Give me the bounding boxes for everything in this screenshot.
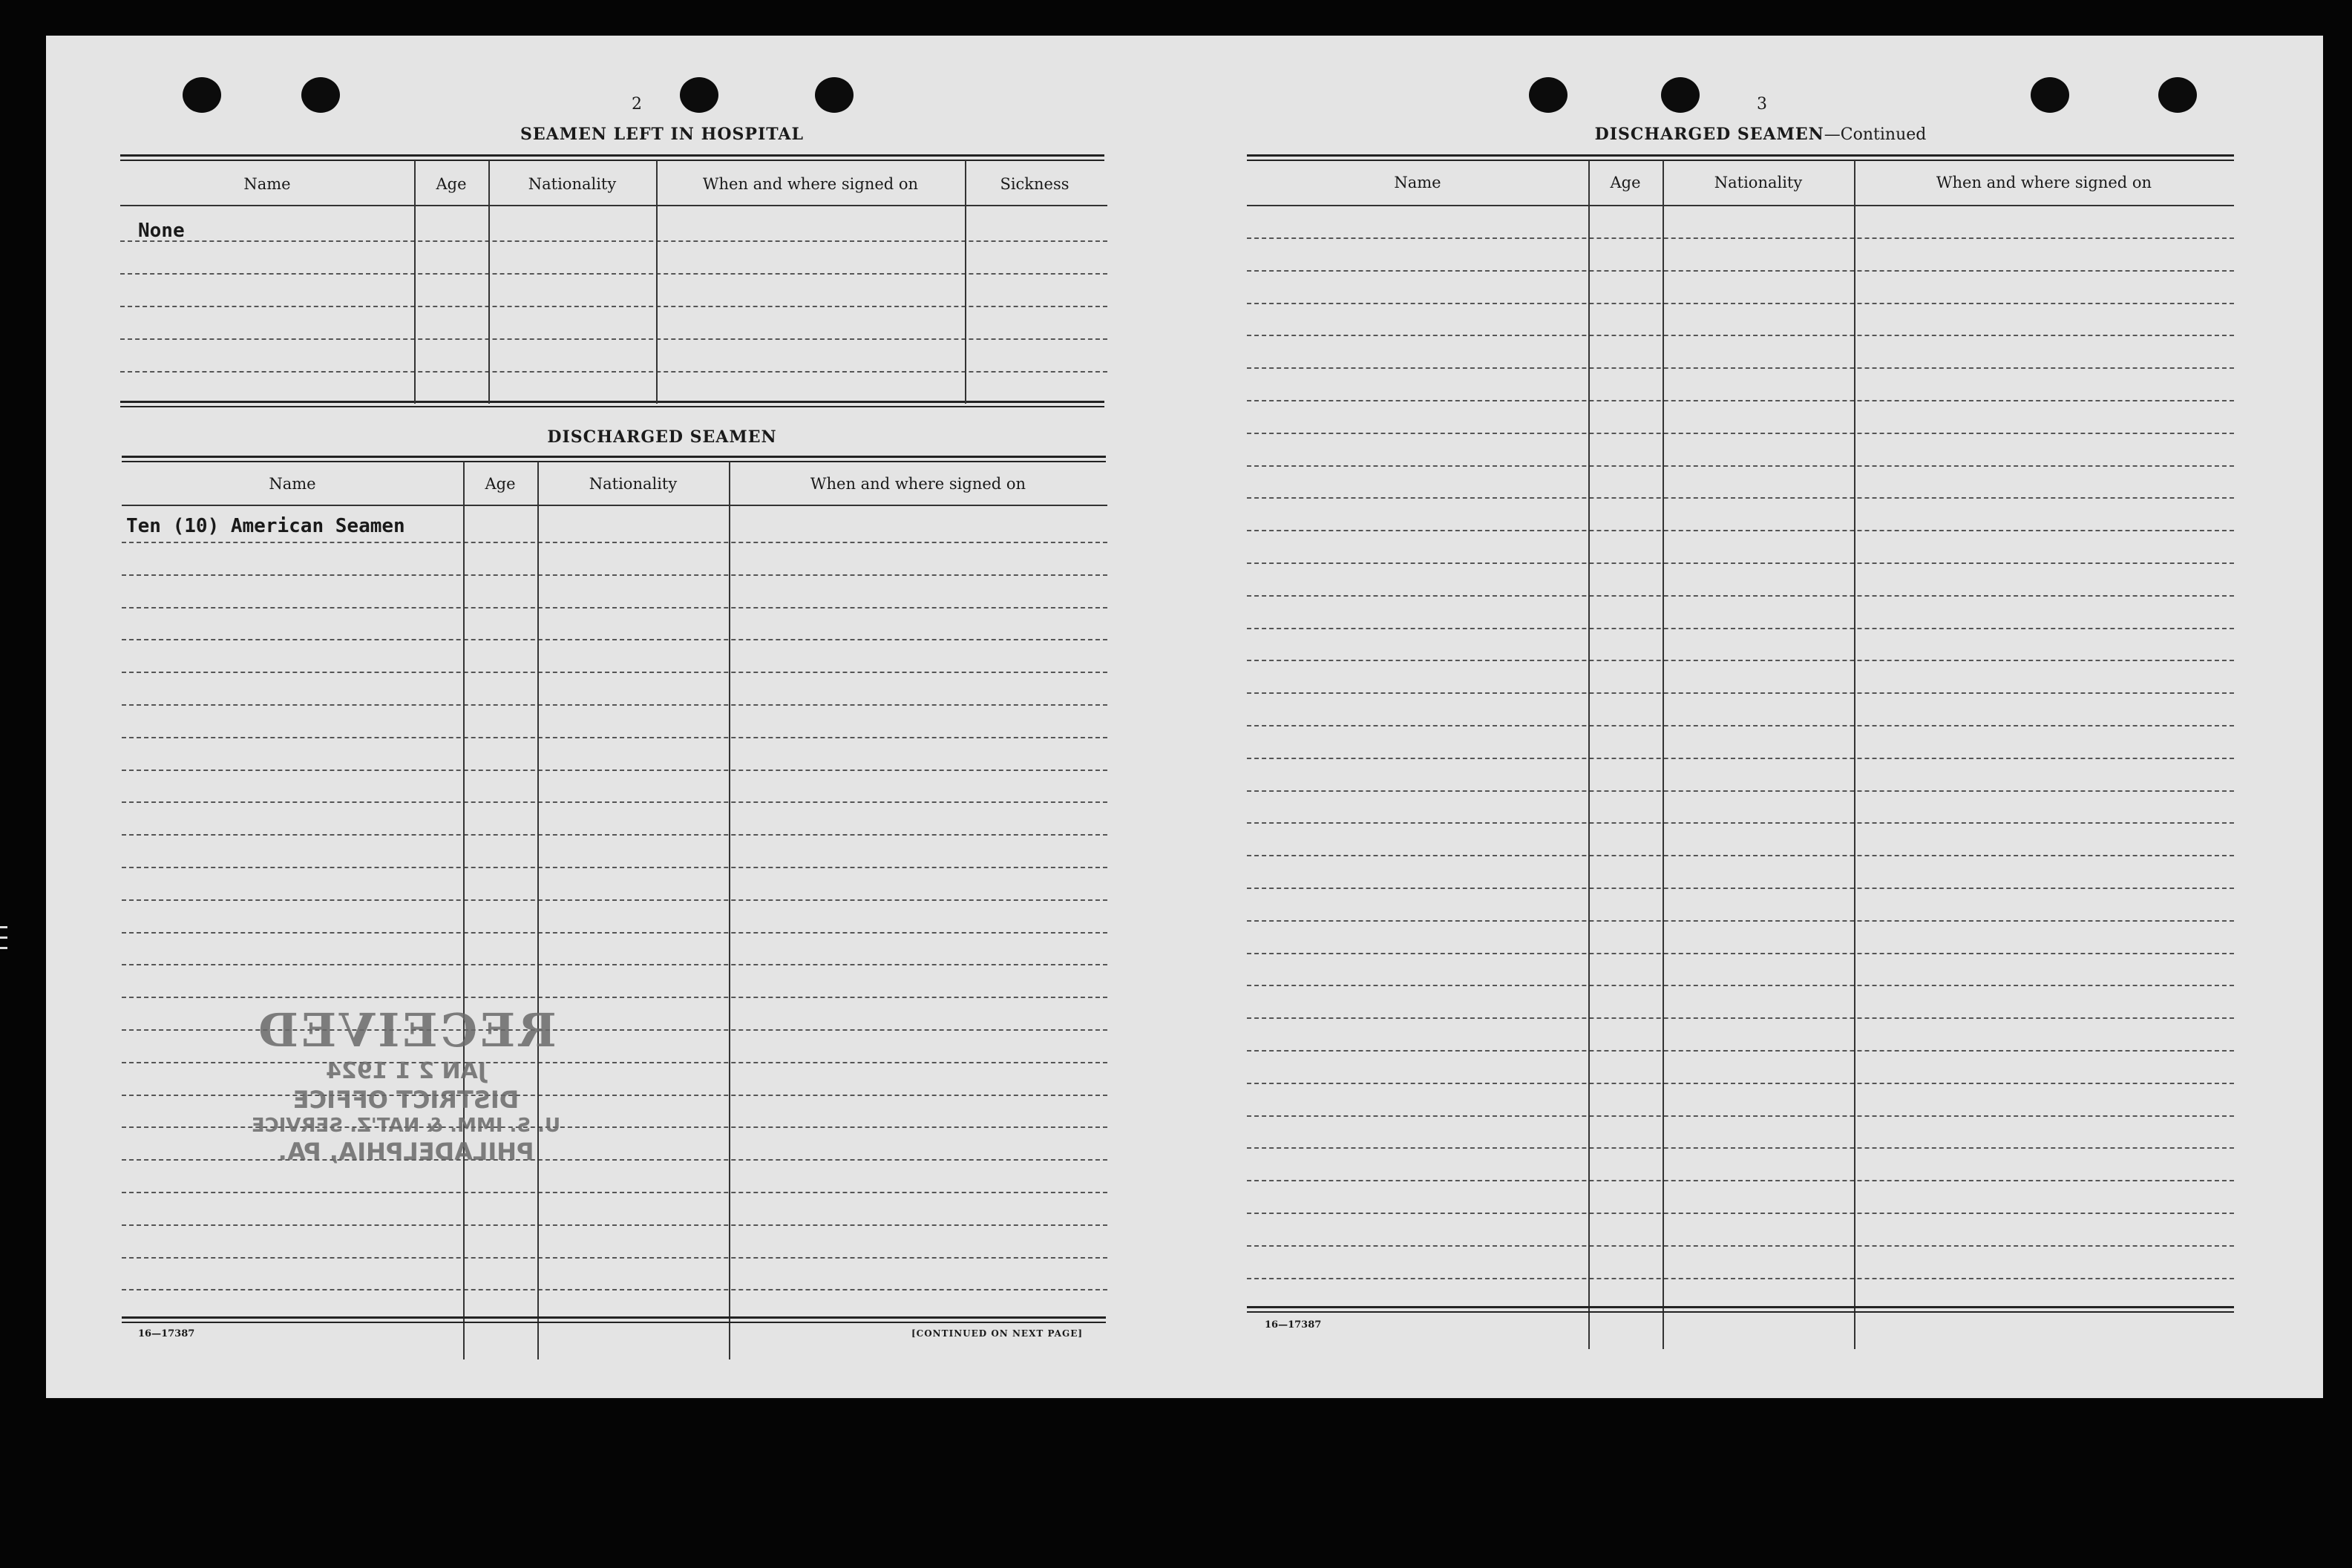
row-rule — [1247, 822, 2234, 824]
table-bottom-rule — [1247, 1306, 2234, 1313]
row-rule — [1247, 1050, 2234, 1052]
row-rule — [122, 899, 1107, 901]
row-rule — [122, 834, 1107, 836]
col-header-nationality: Nationality — [528, 175, 617, 193]
row-rule — [122, 672, 1107, 673]
row-rule — [120, 273, 1107, 275]
col-divider — [729, 462, 730, 1359]
row-rule — [1247, 1245, 2234, 1247]
col-divider — [656, 160, 658, 404]
row-rule — [122, 1289, 1107, 1290]
row-rule — [122, 1224, 1107, 1226]
stamp-line: DISTRICT OFFICE — [292, 1086, 520, 1114]
col-divider — [965, 160, 966, 404]
col-header-age: Age — [485, 475, 516, 493]
header-rule — [120, 205, 1107, 206]
row-rule — [122, 770, 1107, 771]
row-rule — [1247, 465, 2234, 467]
col-header-age: Age — [436, 175, 467, 193]
row-rule — [1247, 562, 2234, 564]
col-divider — [537, 462, 539, 1359]
row-rule — [122, 932, 1107, 934]
row-rule — [122, 574, 1107, 576]
row-rule — [1247, 855, 2234, 856]
row-rule — [1247, 303, 2234, 304]
row-rule — [1247, 920, 2234, 922]
row-rule — [1247, 953, 2234, 954]
col-divider — [1588, 160, 1590, 1349]
table-bottom-rule — [120, 401, 1104, 407]
row-rule — [122, 607, 1107, 608]
col-header-name: Name — [1394, 174, 1441, 191]
row-rule — [1247, 725, 2234, 726]
header-rule — [122, 505, 1107, 506]
col-header-sickness: Sickness — [1000, 175, 1069, 193]
discharged-entry-name: Ten (10) American Seamen — [126, 515, 405, 537]
row-rule — [1247, 1147, 2234, 1149]
row-rule — [1247, 497, 2234, 499]
row-rule — [1247, 595, 2234, 597]
punch-hole — [1661, 77, 1700, 113]
row-rule — [120, 338, 1107, 340]
punch-hole — [301, 77, 340, 113]
row-rule — [1247, 985, 2234, 986]
title-rule — [120, 154, 1104, 161]
col-header-age: Age — [1610, 174, 1641, 191]
row-rule — [1247, 1115, 2234, 1117]
document-sheet — [46, 36, 2323, 1398]
row-rule — [122, 867, 1107, 868]
row-rule — [120, 371, 1107, 373]
row-rule — [1247, 628, 2234, 629]
hospital-section-title: SEAMEN LEFT IN HOSPITAL — [520, 125, 804, 144]
row-rule — [122, 1192, 1107, 1193]
row-rule — [1247, 367, 2234, 369]
col-divider — [463, 462, 465, 1359]
continued-note: [CONTINUED ON NEXT PAGE] — [911, 1328, 1084, 1339]
row-rule — [1247, 237, 2234, 239]
row-rule — [122, 737, 1107, 738]
col-divider — [1663, 160, 1664, 1349]
punch-hole — [2158, 77, 2197, 113]
col-divider — [1854, 160, 1855, 1349]
hospital-entry-name: None — [138, 220, 185, 242]
punch-hole — [183, 77, 221, 113]
col-header-signed-on: When and where signed on — [702, 175, 919, 193]
row-rule — [1247, 1017, 2234, 1019]
punch-hole — [680, 77, 718, 113]
stamp-line: JAN 2 1 1924 — [325, 1058, 487, 1084]
col-header-nationality: Nationality — [1714, 174, 1803, 191]
row-rule — [1247, 335, 2234, 336]
col-divider — [488, 160, 490, 404]
row-rule — [1247, 270, 2234, 272]
right-page-number: 3 — [1757, 95, 1767, 114]
punch-hole — [1529, 77, 1568, 113]
stamp-line: U. S. IMM. & NAT'Z. SERVICE — [251, 1115, 561, 1137]
row-rule — [122, 704, 1107, 706]
row-rule — [1247, 888, 2234, 889]
edge-mark — [0, 926, 7, 928]
row-rule — [122, 997, 1107, 998]
discharged-section-title: DISCHARGED SEAMEN — [547, 427, 777, 447]
right-title-suffix: —Continued — [1824, 125, 1927, 144]
form-number: 16—17387 — [1265, 1319, 1322, 1331]
left-page-number: 2 — [632, 95, 642, 114]
title-rule — [1247, 154, 2234, 161]
title-rule — [122, 456, 1106, 462]
row-rule — [120, 240, 1107, 242]
row-rule — [1247, 1083, 2234, 1084]
received-stamp — [235, 1004, 577, 1166]
col-header-nationality: Nationality — [589, 475, 678, 493]
row-rule — [1247, 433, 2234, 434]
row-rule — [1247, 1213, 2234, 1214]
row-rule — [122, 542, 1107, 543]
right-title-main: DISCHARGED SEAMEN — [1594, 125, 1824, 144]
row-rule — [122, 1257, 1107, 1259]
row-rule — [1247, 530, 2234, 531]
row-rule — [1247, 758, 2234, 759]
row-rule — [1247, 692, 2234, 694]
row-rule — [1247, 790, 2234, 792]
stamp-line: RECEIVED — [255, 1003, 557, 1057]
right-section-title — [1530, 125, 1991, 144]
row-rule — [1247, 400, 2234, 401]
row-rule — [1247, 1180, 2234, 1181]
row-rule — [120, 306, 1107, 307]
header-rule — [1247, 205, 2234, 206]
col-header-name: Name — [243, 175, 291, 193]
row-rule — [122, 801, 1107, 803]
row-rule — [122, 964, 1107, 965]
col-header-signed-on: When and where signed on — [810, 475, 1026, 493]
edge-mark — [0, 936, 7, 939]
punch-hole — [2031, 77, 2069, 113]
col-divider — [414, 160, 416, 404]
table-bottom-rule — [122, 1316, 1106, 1323]
col-header-name: Name — [269, 475, 316, 493]
form-number: 16—17387 — [138, 1328, 195, 1339]
row-rule — [1247, 1278, 2234, 1279]
col-header-signed-on: When and where signed on — [1936, 174, 2152, 191]
row-rule — [1247, 660, 2234, 661]
row-rule — [122, 639, 1107, 640]
edge-mark — [0, 947, 7, 949]
punch-hole — [815, 77, 854, 113]
stamp-line: PHILADELPHIA, PA. — [278, 1138, 534, 1166]
